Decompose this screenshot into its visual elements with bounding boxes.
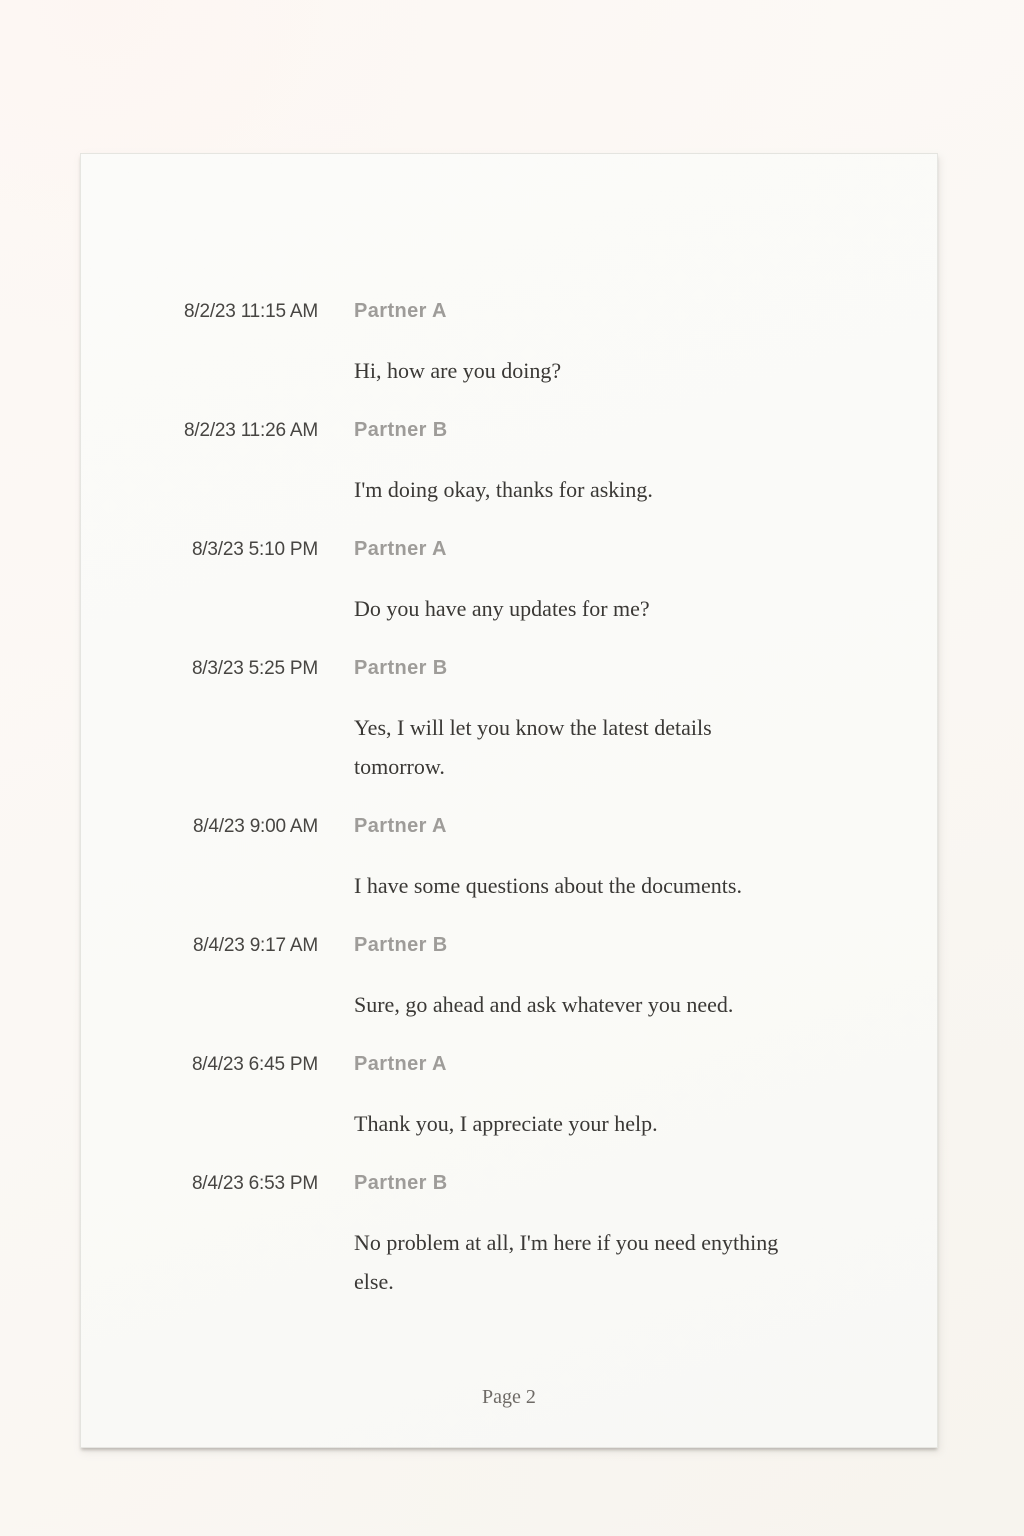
message-entry <box>178 656 937 786</box>
message-entry <box>178 537 937 628</box>
message-entry <box>178 1171 937 1301</box>
message-content <box>354 418 937 509</box>
message-content <box>354 299 937 390</box>
sender-label: Partner B <box>354 657 448 679</box>
sender-label: Partner A <box>354 1053 447 1075</box>
message-timestamp: 8/4/23 6:45 PM <box>191 1054 318 1075</box>
message-timestamp: 8/2/23 11:15 AM <box>184 301 318 322</box>
message-entry <box>178 418 937 509</box>
page-number: Page 2 <box>482 1386 536 1408</box>
message-text: Do you have any updates for me? <box>354 596 650 621</box>
sender-label: Partner B <box>354 934 448 956</box>
message-text: I'm doing okay, thanks for asking. <box>354 477 653 502</box>
sender-label: Partner A <box>354 815 447 837</box>
message-list <box>81 154 937 1301</box>
message-content <box>354 537 937 628</box>
message-content <box>354 1171 937 1301</box>
message-content <box>354 1052 937 1143</box>
message-text: Hi, how are you doing? <box>354 358 562 383</box>
message-entry <box>178 933 937 1024</box>
document-page <box>80 153 938 1448</box>
message-timestamp: 8/4/23 6:53 PM <box>191 1173 318 1194</box>
message-timestamp: 8/3/23 5:25 PM <box>191 658 318 679</box>
message-entry <box>178 814 937 905</box>
message-entry <box>178 1052 937 1143</box>
sender-label: Partner B <box>354 1172 448 1194</box>
message-timestamp: 8/4/23 9:00 AM <box>192 816 318 837</box>
message-text: I have some questions about the documents. <box>354 873 742 898</box>
message-text: Thank you, I appreciate your help. <box>354 1111 658 1136</box>
message-content <box>354 814 937 905</box>
sender-label: Partner A <box>354 538 447 560</box>
message-timestamp: 8/3/23 5:10 PM <box>191 539 318 560</box>
message-content <box>354 656 937 786</box>
message-text: Sure, go ahead and ask whatever you need. <box>354 992 734 1017</box>
message-timestamp: 8/4/23 9:17 AM <box>192 935 318 956</box>
message-timestamp: 8/2/23 11:26 AM <box>184 420 318 441</box>
message-text: Yes, I will let you know the latest details tomorrow. <box>354 715 712 779</box>
message-text: No problem at all, I'm here if you need enything else. <box>354 1230 779 1294</box>
message-content <box>354 933 937 1024</box>
sender-label: Partner B <box>354 419 448 441</box>
message-entry <box>178 299 937 390</box>
sender-label: Partner A <box>354 300 447 322</box>
